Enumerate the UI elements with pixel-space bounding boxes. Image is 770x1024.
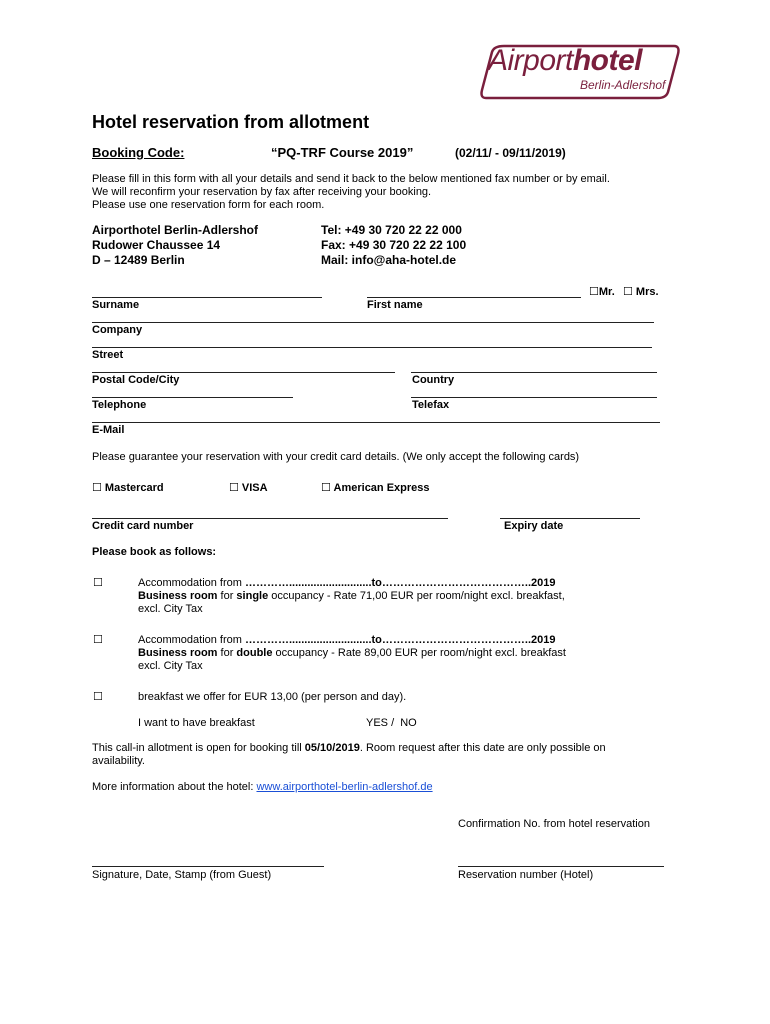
breakfast-checkbox[interactable]: ☐ xyxy=(93,690,103,703)
salutation-mrs-checkbox[interactable]: ☐ Mrs. xyxy=(623,286,659,298)
allotment-date: 05/10/2019 xyxy=(304,742,360,754)
room-single-rate: occupancy - Rate 71,00 EUR per room/night excl. breakfast, xyxy=(268,590,565,602)
room-single-year: 2019 xyxy=(531,577,556,589)
confirmation-label: Confirmation No. from hotel reservation xyxy=(458,818,650,830)
hotel-tel: Tel: +49 30 720 22 22 000 xyxy=(321,223,462,237)
postal-city-field[interactable] xyxy=(92,372,395,373)
intro-line-2: We will reconfirm your reservation by fax after receiving your booking. xyxy=(92,186,432,198)
allotment-text xyxy=(92,742,606,755)
room-single-occupancy: single xyxy=(236,590,269,602)
country-field[interactable] xyxy=(411,372,657,373)
telephone-field[interactable] xyxy=(92,397,293,398)
hotel-name: Airporthotel Berlin-Adlershof xyxy=(92,223,259,237)
card-amex-checkbox[interactable]: ☐ American Express xyxy=(321,482,430,494)
room-single-to-label: to xyxy=(371,577,382,589)
room-double-rate: occupancy - Rate 89,00 EUR per room/night excl. breakfast xyxy=(272,647,566,659)
booking-code-value: “PQ-TRF Course 2019” xyxy=(271,145,414,160)
booking-code-label: Booking Code: xyxy=(92,145,185,160)
room-double-occupancy: double xyxy=(236,647,273,659)
logo-subtitle: Berlin-Adlershof xyxy=(580,78,666,92)
room-double-from-dots[interactable]: …………........................... xyxy=(244,634,372,646)
room-single-from-label: Accommodation from xyxy=(138,577,245,589)
hotel-fax: Fax: +49 30 720 22 22 100 xyxy=(321,238,467,252)
room-double-type: Business room xyxy=(138,647,218,659)
room-single-to-dots[interactable]: ………………………………….. xyxy=(381,577,532,589)
reservation-number-field[interactable] xyxy=(458,866,664,867)
reservation-number-label: Reservation number (Hotel) xyxy=(458,869,594,881)
room-double-to-label: to xyxy=(371,634,382,646)
room-single-dates xyxy=(138,577,556,590)
allotment-post: . Room request after this date are only possible on xyxy=(359,742,606,754)
company-label: Company xyxy=(92,324,143,336)
company-field[interactable] xyxy=(92,322,654,323)
telephone-label: Telephone xyxy=(92,399,147,411)
room-single-checkbox[interactable]: ☐ xyxy=(93,576,103,589)
email-label: E-Mail xyxy=(92,424,125,436)
intro-line-1: Please fill in this form with all your details and send it back to the below mentioned fax number or by email. xyxy=(92,173,610,185)
breakfast-offer: breakfast we offer for EUR 13,00 (per person and day). xyxy=(138,691,407,703)
signature-field[interactable] xyxy=(92,866,324,867)
room-double-dates xyxy=(138,634,556,647)
card-visa-checkbox[interactable]: ☐ VISA xyxy=(229,482,268,494)
book-heading: Please book as follows: xyxy=(92,546,217,558)
first-name-label: First name xyxy=(367,299,423,311)
room-double-year: 2019 xyxy=(531,634,556,646)
card-mastercard-checkbox[interactable]: ☐ Mastercard xyxy=(92,482,164,494)
telefax-label: Telefax xyxy=(412,399,450,411)
salutation-mr-checkbox[interactable]: ☐Mr. xyxy=(589,286,615,298)
room-single-for: for xyxy=(217,590,237,602)
more-info-label: More information about the hotel: xyxy=(92,781,257,793)
hotel-logo xyxy=(474,42,682,102)
hotel-address xyxy=(92,223,258,268)
page-title: Hotel reservation from allotment xyxy=(92,112,370,132)
room-single-from-dots[interactable]: …………........................... xyxy=(244,577,372,589)
room-single-description xyxy=(138,590,565,603)
room-double-from-label: Accommodation from xyxy=(138,634,245,646)
expiry-date-field[interactable] xyxy=(500,518,640,519)
allotment-line-2: availability. xyxy=(92,755,145,767)
country-label: Country xyxy=(412,374,455,386)
room-double-tax: excl. City Tax xyxy=(138,660,203,672)
room-double-checkbox[interactable]: ☐ xyxy=(93,633,103,646)
signature-label: Signature, Date, Stamp (from Guest) xyxy=(92,869,272,881)
first-name-field[interactable] xyxy=(367,297,581,298)
street-field[interactable] xyxy=(92,347,652,348)
more-info xyxy=(92,781,433,794)
room-single-tax: excl. City Tax xyxy=(138,603,203,615)
room-double-for: for xyxy=(217,647,237,659)
room-double-description xyxy=(138,647,566,660)
guarantee-text: Please guarantee your reservation with your credit card details. (We only accept the following cards) xyxy=(92,451,580,463)
surname-field[interactable] xyxy=(92,297,322,298)
breakfast-yes-no[interactable]: YES / NO xyxy=(366,717,417,729)
logo-wordmark xyxy=(488,44,642,78)
intro-line-3: Please use one reservation form for each room. xyxy=(92,199,325,211)
hotel-city: D – 12489 Berlin xyxy=(92,253,185,267)
telefax-field[interactable] xyxy=(411,397,657,398)
booking-dates: (02/11/ - 09/11/2019) xyxy=(455,146,566,160)
expiry-date-label: Expiry date xyxy=(504,520,564,532)
hotel-mail: Mail: info@aha-hotel.de xyxy=(321,253,457,267)
room-double-to-dots[interactable]: ………………………………….. xyxy=(381,634,532,646)
surname-label: Surname xyxy=(92,299,140,311)
allotment-pre: This call-in allotment is open for booking till xyxy=(92,742,305,754)
breakfast-want-label: I want to have breakfast xyxy=(138,717,255,729)
street-label: Street xyxy=(92,349,124,361)
hotel-website-link[interactable]: www.airporthotel-berlin-adlershof.de xyxy=(256,781,433,793)
postal-city-label: Postal Code/City xyxy=(92,374,180,386)
room-single-type: Business room xyxy=(138,590,218,602)
logo-word-airport: Airport xyxy=(488,44,573,77)
hotel-street: Rudower Chaussee 14 xyxy=(92,238,221,252)
logo-word-hotel: hotel xyxy=(572,44,643,77)
credit-card-number-label: Credit card number xyxy=(92,520,194,532)
hotel-contact xyxy=(321,223,466,268)
email-field[interactable] xyxy=(92,422,660,423)
credit-card-number-field[interactable] xyxy=(92,518,448,519)
